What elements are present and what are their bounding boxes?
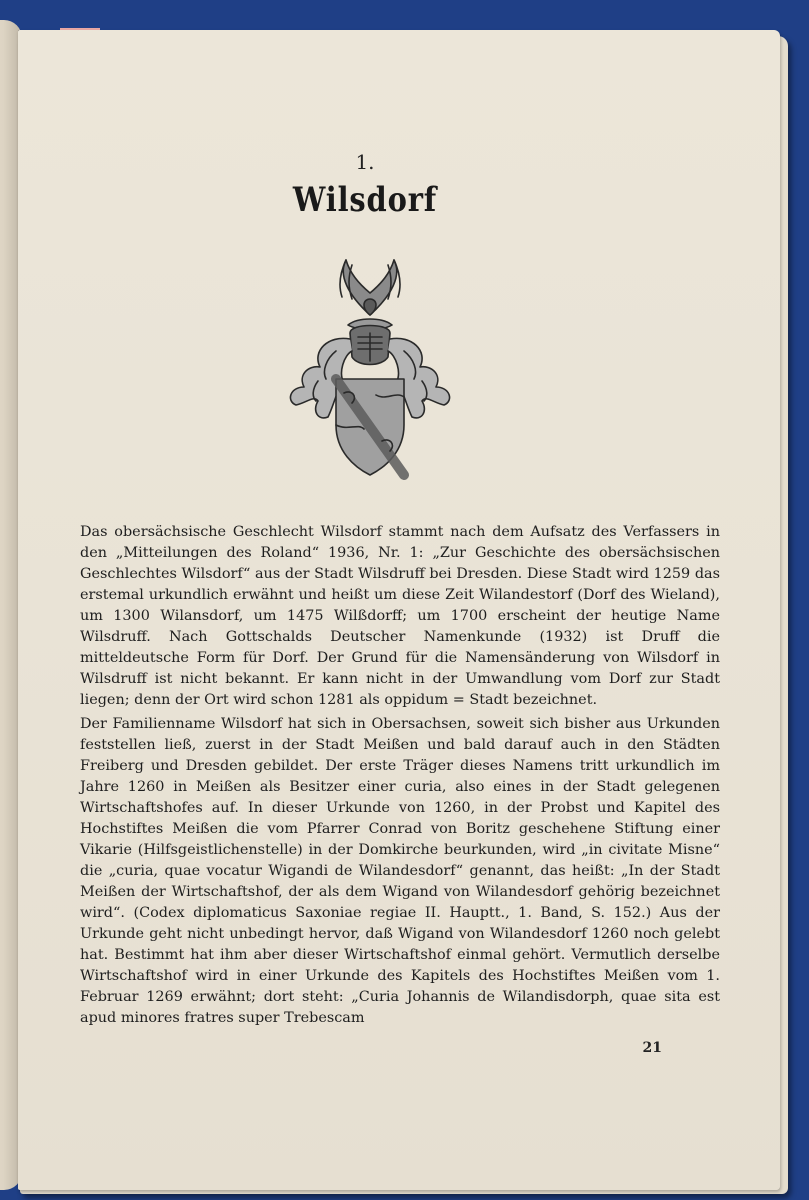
body-text — [80, 522, 720, 1032]
paragraph: Der Familienname Wilsdorf hat sich in Obersachsen, soweit sich bisher aus Urkunden feststellen ließ, zuerst in der Stadt Meißen und bald darauf auch in den Städten Freiberg und Dresden gebildet. Der erste Träger dieses Namens tritt urkundlich im Jahre 1260 in Meißen als Besitzer einer curia, also eines in der Stadt gelegenen Wirtschaftshofes auf. In dieser Urkunde von 1260, in der Probst und Kapitel des Hochstiftes Meißen die vom Pfarrer Conrad von Boritz geschehene Stiftung einer Vikarie (Hilfsgeistlichenstelle) in der Domkirche beurkunden, wird „in civitate Misne“ die „curia, quae vocatur Wigandi de Wilandesdorf“ genannt, das heißt: „In der Stadt Meißen der Wirtschaftshof, der als dem Wigand von Wilandesdorf gehörig bezeichnet wird“. (Codex diplomaticus Saxoniae regiae II. Hauptt., 1. Band, S. 152.) Aus der Urkunde geht nicht unbedingt hervor, daß Wigand von Wilandesdorf 1260 noch gelebt hat. Bestimmt hat ihm aber dieser Wirtschaftshof einmal gehört. Vermutlich derselbe Wirtschaftshof wird in einer Urkunde des Kapitels des Hochstiftes Meißen vom 1. Februar 1269 erwähnt; dort steht: „Curia Johannis de Wilandisdorph, quae sita est apud minores fratres super Trebescam — [80, 716, 720, 1026]
chapter-title: Wilsdorf — [292, 180, 438, 220]
paragraph: Das obersächsische Geschlecht Wilsdorf stammt nach dem Aufsatz des Verfassers in den „Mitteilungen des Roland“ 1936, Nr. 1: „Zur Geschichte des obersächsischen Geschlechtes Wilsdorf“ aus der Stadt Wilsdruff bei Dresden. Diese Stadt wird 1259 das erstemal urkundlich erwähnt und heißt um diese Zeit Wilandestorf (Dorf des Wieland), um 1300 Wilansdorf, um 1475 Wilßdorff; um 1700 erscheint der heutige Name Wilsdruff. Nach Gottschalds Deutscher Namenkunde (1932) ist Druff die mitteldeutsche Form für Dorf. Der Grund für die Namensänderung von Wilsdorf in Wilsdruff ist nicht bekannt. Er kann nicht in der Umwandlung vom Dorf zur Stadt liegen; denn der Ort wird schon 1281 als oppidum = Stadt bezeichnet. — [80, 524, 720, 708]
chapter-number: 1. — [355, 150, 375, 174]
coat-of-arms-icon — [278, 255, 463, 480]
page-number: 21 — [642, 1040, 662, 1056]
